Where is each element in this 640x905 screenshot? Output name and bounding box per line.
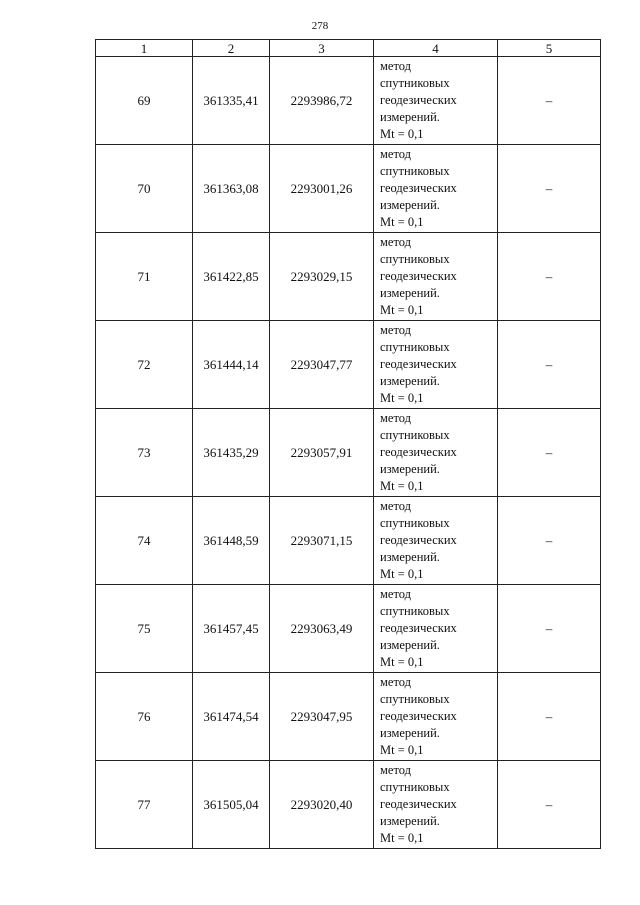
method-line: спутниковых: [380, 428, 450, 442]
header-col-5: 5: [498, 40, 601, 57]
table-row: [96, 585, 601, 673]
note-cell: –: [498, 585, 601, 673]
method-line: спутниковых: [380, 604, 450, 618]
method-line: Mt = 0,1: [380, 655, 424, 669]
method-line: спутниковых: [380, 340, 450, 354]
method-line: метод: [380, 235, 412, 249]
x-coordinate-cell: 361363,08: [193, 145, 270, 233]
table-row: [96, 145, 601, 233]
x-coordinate-cell: 361422,85: [193, 233, 270, 321]
method-line: метод: [380, 147, 412, 161]
method-line: геодезических: [380, 357, 457, 371]
method-line: Mt = 0,1: [380, 743, 424, 757]
table-row: [96, 673, 601, 761]
method-line: измерений.: [380, 726, 440, 740]
method-line: измерений.: [380, 550, 440, 564]
y-coordinate-cell: 2293029,15: [270, 233, 374, 321]
method-cell: [374, 57, 498, 145]
method-line: спутниковых: [380, 780, 450, 794]
point-number-cell: 76: [96, 673, 193, 761]
method-line: геодезических: [380, 621, 457, 635]
method-line: измерений.: [380, 638, 440, 652]
method-line: геодезических: [380, 269, 457, 283]
method-line: Mt = 0,1: [380, 479, 424, 493]
x-coordinate-cell: 361457,45: [193, 585, 270, 673]
method-line: метод: [380, 675, 412, 689]
method-line: метод: [380, 323, 412, 337]
note-cell: –: [498, 145, 601, 233]
point-number-cell: 70: [96, 145, 193, 233]
method-line: измерений.: [380, 814, 440, 828]
method-line: спутниковых: [380, 252, 450, 266]
method-line: геодезических: [380, 181, 457, 195]
point-number-cell: 74: [96, 497, 193, 585]
method-line: Mt = 0,1: [380, 831, 424, 845]
method-line: метод: [380, 411, 412, 425]
method-line: измерений.: [380, 374, 440, 388]
note-cell: –: [498, 497, 601, 585]
x-coordinate-cell: 361448,59: [193, 497, 270, 585]
page-number: 278: [311, 20, 329, 32]
method-cell: [374, 233, 498, 321]
note-cell: –: [498, 233, 601, 321]
y-coordinate-cell: 2293071,15: [270, 497, 374, 585]
method-cell: [374, 145, 498, 233]
y-coordinate-cell: 2293047,95: [270, 673, 374, 761]
y-coordinate-cell: 2293986,72: [270, 57, 374, 145]
y-coordinate-cell: 2293020,40: [270, 761, 374, 849]
point-number-cell: 73: [96, 409, 193, 497]
y-coordinate-cell: 2293001,26: [270, 145, 374, 233]
method-line: Mt = 0,1: [380, 303, 424, 317]
method-line: измерений.: [380, 462, 440, 476]
table-header: [96, 40, 601, 57]
header-col-1: 1: [96, 40, 193, 57]
method-cell: [374, 497, 498, 585]
y-coordinate-cell: 2293047,77: [270, 321, 374, 409]
y-coordinate-cell: 2293063,49: [270, 585, 374, 673]
method-line: спутниковых: [380, 516, 450, 530]
method-line: Mt = 0,1: [380, 127, 424, 141]
method-cell: [374, 673, 498, 761]
table-row: [96, 497, 601, 585]
header-col-3: 3: [270, 40, 374, 57]
point-number-cell: 72: [96, 321, 193, 409]
note-cell: –: [498, 57, 601, 145]
method-line: измерений.: [380, 198, 440, 212]
x-coordinate-cell: 361435,29: [193, 409, 270, 497]
table-row: [96, 57, 601, 145]
method-cell: [374, 585, 498, 673]
method-line: спутниковых: [380, 692, 450, 706]
method-line: измерений.: [380, 110, 440, 124]
table-row: [96, 409, 601, 497]
method-line: спутниковых: [380, 76, 450, 90]
note-cell: –: [498, 673, 601, 761]
table-row: [96, 233, 601, 321]
method-line: геодезических: [380, 445, 457, 459]
method-line: геодезических: [380, 533, 457, 547]
table-row: [96, 761, 601, 849]
method-line: измерений.: [380, 286, 440, 300]
note-cell: –: [498, 321, 601, 409]
method-line: геодезических: [380, 797, 457, 811]
method-cell: [374, 321, 498, 409]
method-line: спутниковых: [380, 164, 450, 178]
method-line: Mt = 0,1: [380, 215, 424, 229]
header-col-2: 2: [193, 40, 270, 57]
method-line: геодезических: [380, 709, 457, 723]
method-line: Mt = 0,1: [380, 391, 424, 405]
method-line: метод: [380, 499, 412, 513]
method-line: метод: [380, 587, 412, 601]
point-number-cell: 69: [96, 57, 193, 145]
method-line: метод: [380, 59, 412, 73]
table-body: [96, 57, 601, 849]
x-coordinate-cell: 361335,41: [193, 57, 270, 145]
note-cell: –: [498, 761, 601, 849]
table-row: [96, 321, 601, 409]
method-cell: [374, 409, 498, 497]
header-row: [96, 40, 601, 57]
header-col-4: 4: [374, 40, 498, 57]
method-line: геодезических: [380, 93, 457, 107]
point-number-cell: 71: [96, 233, 193, 321]
method-cell: [374, 761, 498, 849]
y-coordinate-cell: 2293057,91: [270, 409, 374, 497]
method-line: метод: [380, 763, 412, 777]
note-cell: –: [498, 409, 601, 497]
point-number-cell: 77: [96, 761, 193, 849]
point-number-cell: 75: [96, 585, 193, 673]
x-coordinate-cell: 361474,54: [193, 673, 270, 761]
x-coordinate-cell: 361444,14: [193, 321, 270, 409]
coordinates-table: [95, 39, 601, 849]
method-line: Mt = 0,1: [380, 567, 424, 581]
x-coordinate-cell: 361505,04: [193, 761, 270, 849]
